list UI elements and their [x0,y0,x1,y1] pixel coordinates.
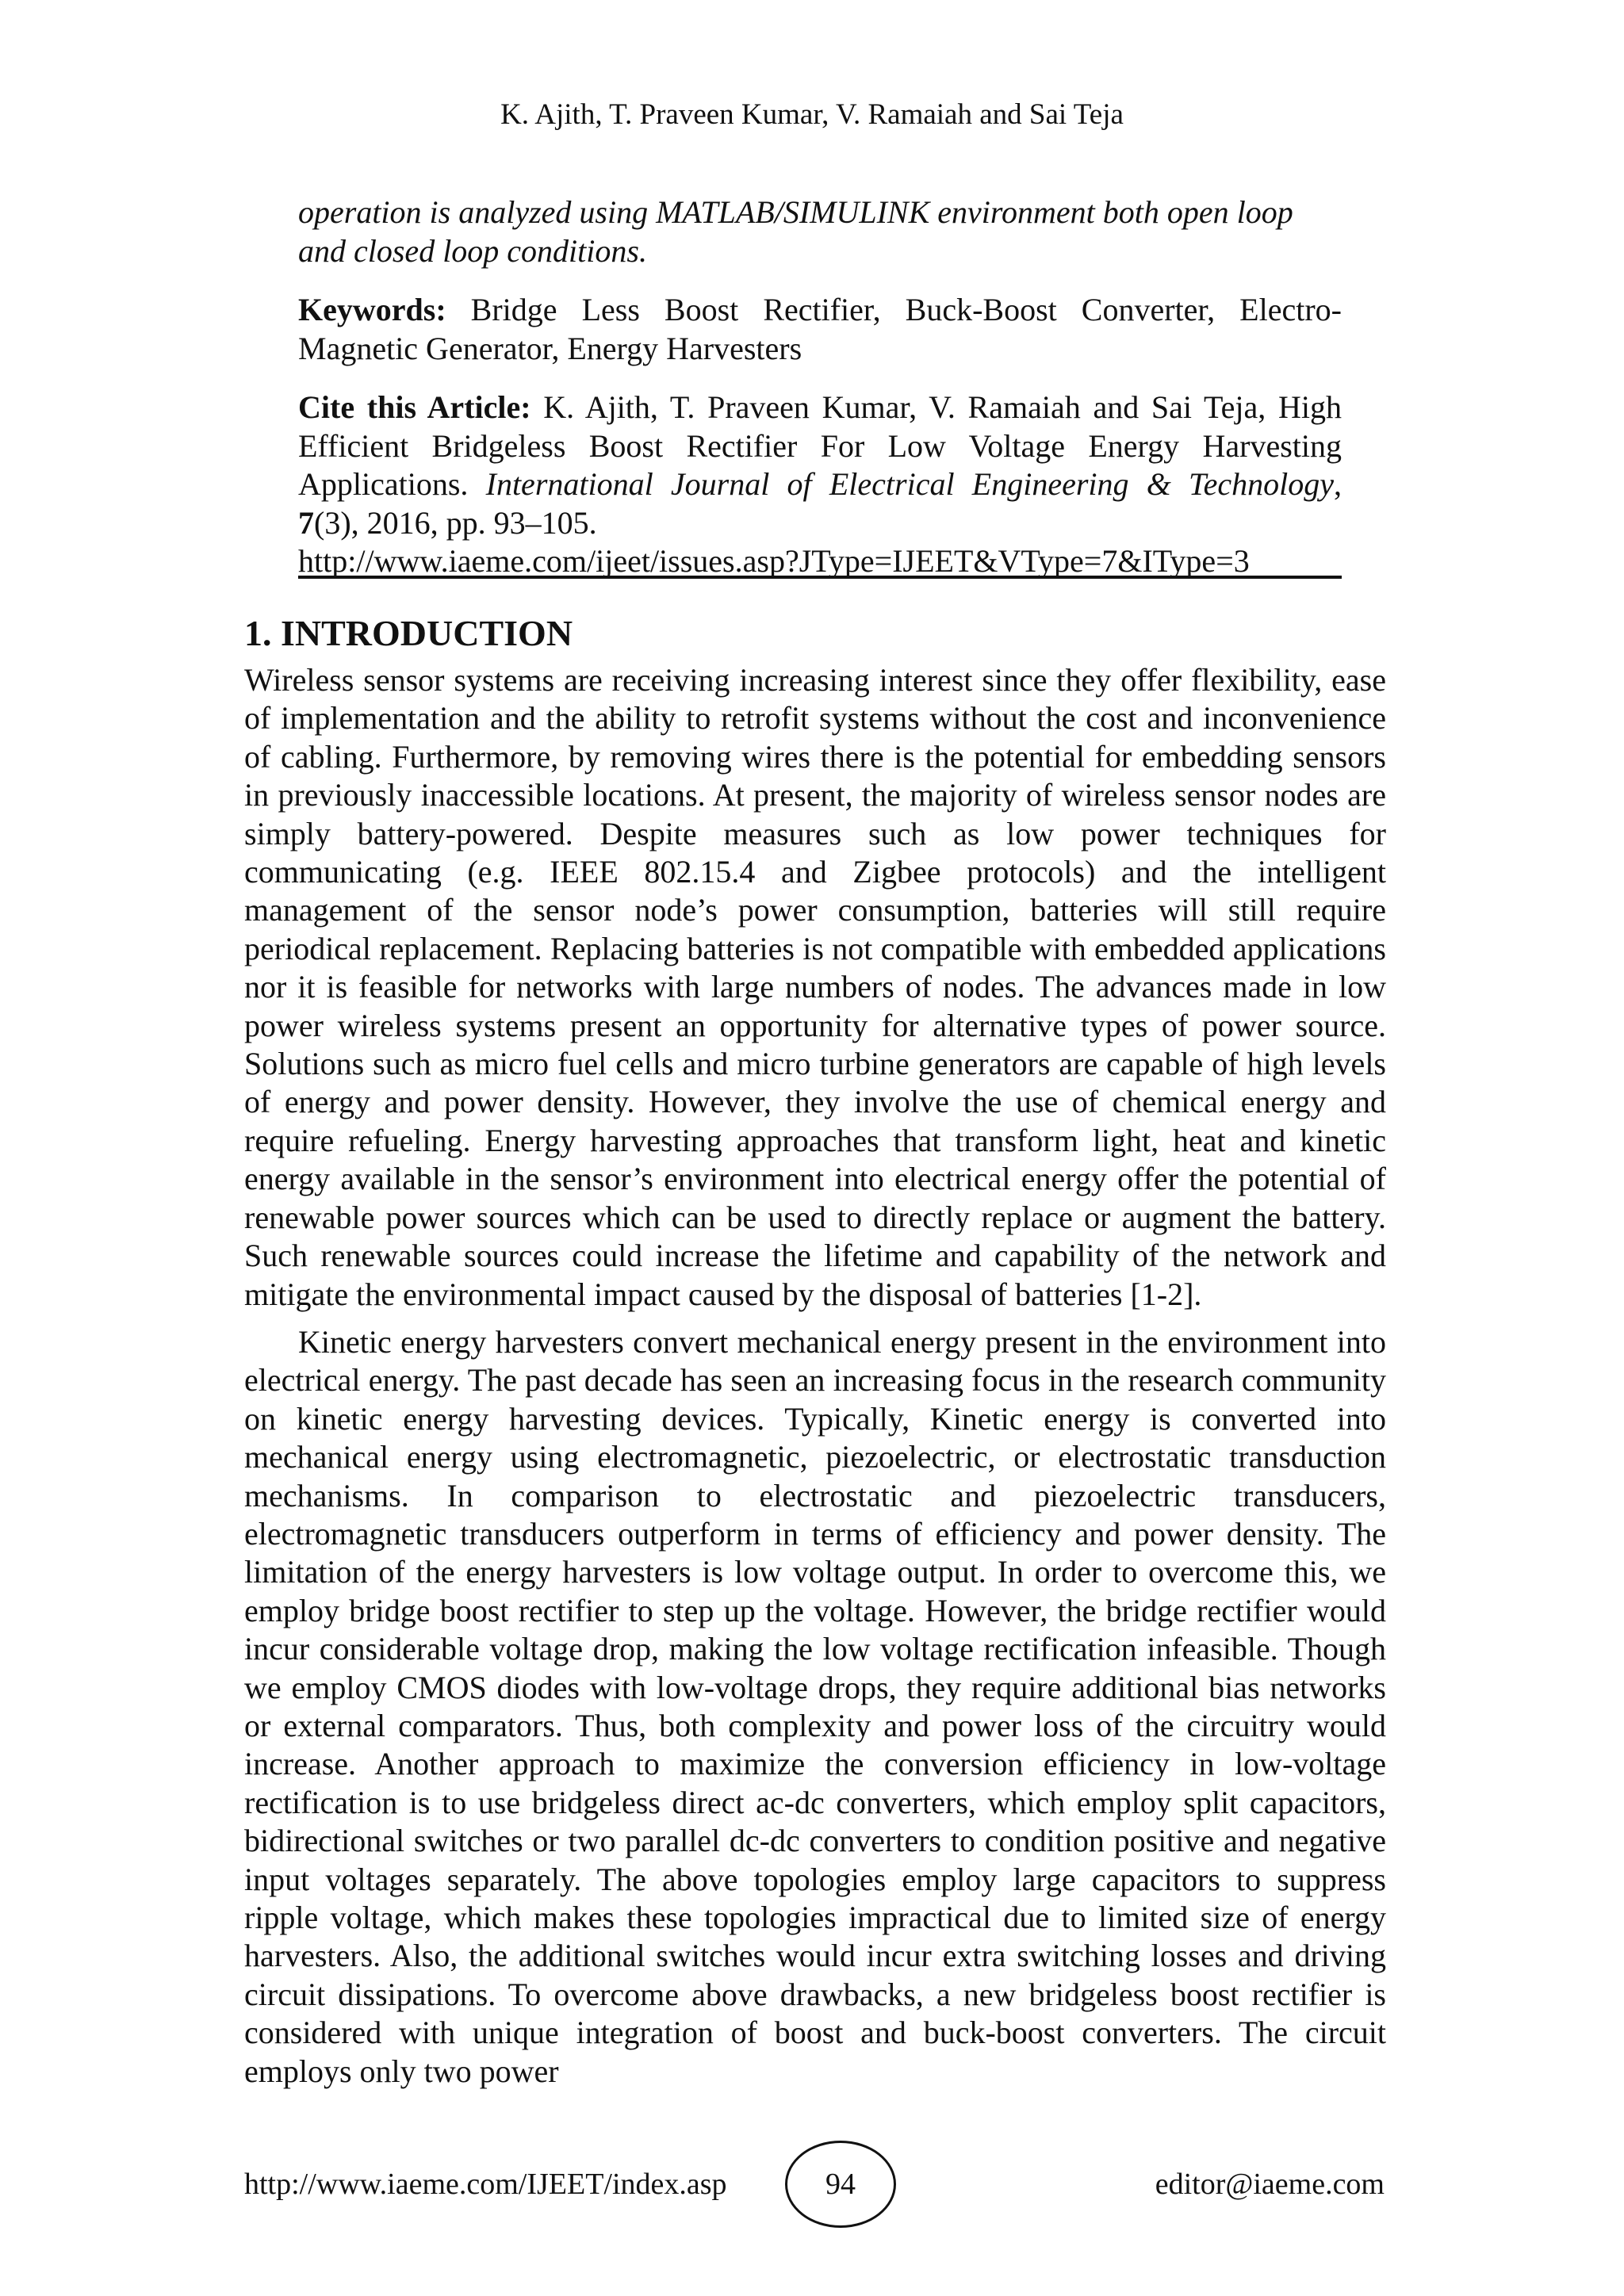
citation-url-link[interactable]: http://www.iaeme.com/ijeet/issues.asp?JType=IJEET&VType=7&IType=3 [298,543,1250,579]
keywords-label: Keywords: [298,292,446,327]
keywords [298,291,1342,368]
abstract-block [298,193,1342,581]
citation [298,388,1342,581]
abstract-tail: operation is analyzed using MATLAB/SIMULINK environment both open loop and closed loop conditions. [298,194,1293,269]
section-divider [298,576,1342,579]
page-footer [0,2141,1624,2228]
citation-label: Cite this Article: [298,389,531,425]
citation-authors-title: K. Ajith, T. Praveen Kumar, V. Ramaiah and Sai Teja, High Efficient Bridgeless Boost Rectifier For Low Voltage Energy Harvesting Applications. [298,389,1342,502]
citation-issue-pages: (3), 2016, pp. 93–105. [314,504,597,541]
footer-journal-link[interactable]: http://www.iaeme.com/IJEET/index.asp [244,2168,727,2201]
page-number-circle [785,2141,896,2228]
citation-journal: International Journal of Electrical Engineering & Technology [485,466,1334,502]
section-heading: 1. INTRODUCTION [244,613,573,653]
section-body [244,661,1386,2091]
citation-volume: 7 [298,504,314,541]
page-number: 94 [825,2168,856,2201]
paragraph: Wireless sensor systems are receiving increasing interest since they offer flexibility, ease of implementation and the ability to retrofit systems without the cost and inconvenience of cabling. Furthermore, by removing wires there is the potential for embedding sensors in previously inaccessible locations. At present, the majority of wireless sensor nodes are simply battery-powered. Despite measures such as low power techniques for communicating (e.g. IEEE 802.15.4 and Zigbee protocols) and the intelligent management of the sensor node’s power consumption, batteries will still require periodical replacement. Replacing batteries is not compatible with embedded applications nor it is feasible for networks with large numbers of nodes. The advances made in low power wireless systems present an opportunity for alternative types of power source. Solutions such as micro fuel cells and micro turbine generators are capable of high levels of energy and power density. However, they involve the use of chemical energy and require refueling. Energy harvesting approaches that transform light, heat and kinetic energy available in the sensor’s environment into electrical energy offer the potential of renewable power sources which can be used to directly replace or augment the battery. Such renewable sources could increase the lifetime and capability of the network and mitigate the environmental impact caused by the disposal of batteries [1-2]. [244,662,1386,1312]
keywords-text: Bridge Less Boost Rectifier, Buck-Boost Converter, Electro-Magnetic Generator, Energy Harvesters [298,292,1342,366]
paragraph: Kinetic energy harvesters convert mechanical energy present in the environment into electrical energy. The past decade has seen an increasing focus in the research community on kinetic energy harvesting devices. Typically, Kinetic energy is converted into mechanical energy using electromagnetic, piezoelectric, or electrostatic transduction mechanisms. In comparison to electrostatic and piezoelectric transducers, electromagnetic transducers outperform in terms of efficiency and power density. The limitation of the energy harvesters is low voltage output. In order to overcome this, we employ bridge boost rectifier to step up the voltage. However, the bridge rectifier would incur considerable voltage drop, making the low voltage rectification infeasible. Though we employ CMOS diodes with low-voltage drops, they require additional bias networks or external comparators. Thus, both complexity and power loss of the circuitry would increase. Another approach to maximize the conversion efficiency in low-voltage rectification is to use bridgeless direct ac-dc converters, which employ split capacitors, bidirectional switches or two parallel dc-dc converters to condition positive and negative input voltages separately. The above topologies employ large capacitors to suppress ripple voltage, which makes these topologies impractical due to limited size of energy harvesters. Also, the additional switches would incur extra switching losses and driving circuit dissipations. To overcome above drawbacks, a new bridgeless boost rectifier is considered with unique integration of boost and buck-boost converters. The circuit employs only two power [244,1323,1386,2089]
running-head: K. Ajith, T. Praveen Kumar, V. Ramaiah and Sai Teja [500,98,1124,131]
citation-journal-separator: , [1334,466,1342,502]
footer-email-link[interactable]: editor@iaeme.com [1155,2168,1385,2201]
